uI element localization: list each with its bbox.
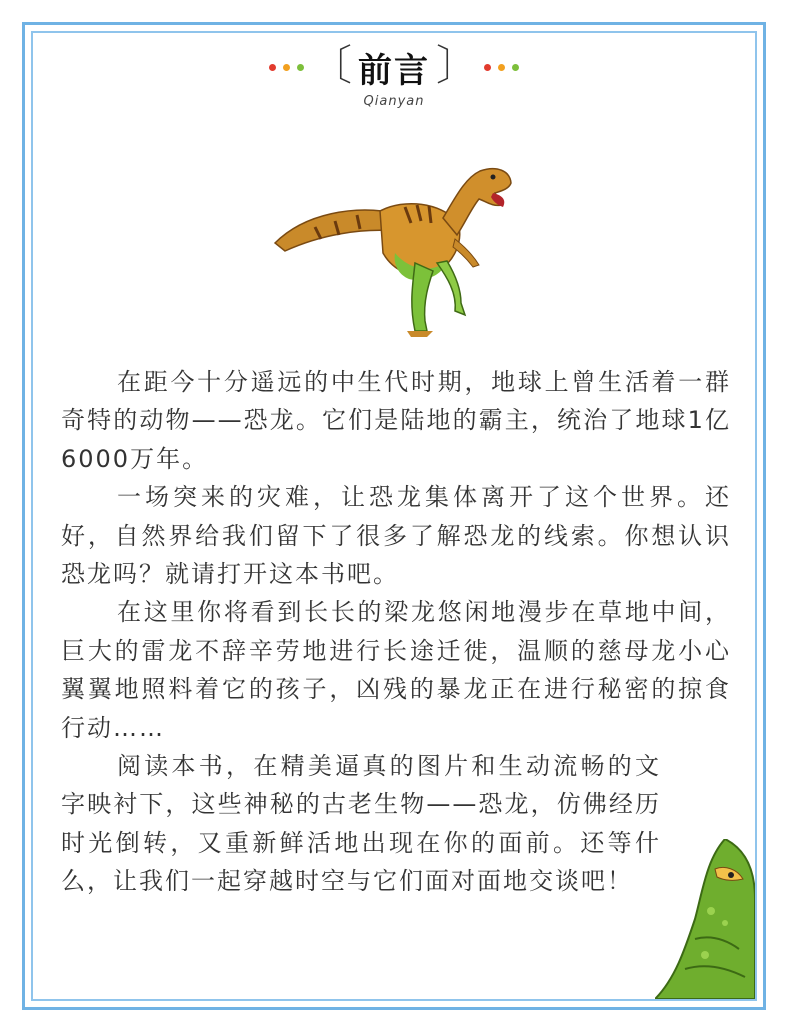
dinosaur-icon bbox=[265, 143, 515, 343]
right-bracket: 〕 bbox=[436, 40, 479, 90]
green-dot bbox=[512, 64, 519, 71]
page-frame bbox=[31, 31, 757, 1001]
paragraph-4: 阅读本书，在精美逼真的图片和生动流畅的文字映衬下，这些神秘的古老生物——恐龙，仿佛经历时光倒转，又重新鲜活地出现在你的面前。还等什么，让我们一起穿越时空与它们面对面地交谈吧！ bbox=[61, 752, 661, 896]
red-dot bbox=[269, 64, 276, 71]
page-subtitle: Qianyan bbox=[363, 94, 425, 109]
right-dots bbox=[484, 64, 519, 71]
orange-dot bbox=[498, 64, 505, 71]
left-dots bbox=[269, 64, 304, 71]
green-dot bbox=[297, 64, 304, 71]
page-title: 前言 bbox=[358, 51, 430, 91]
page-header bbox=[33, 40, 755, 109]
orange-dot bbox=[283, 64, 290, 71]
paragraph-1: 在距今十分遥远的中生代时期，地球上曾生活着一群奇特的动物——恐龙。它们是陆地的霸主，统治了地球1亿6000万年。 bbox=[61, 368, 731, 473]
paragraph-2: 一场突来的灾难，让恐龙集体离开了这个世界。还好，自然界给我们留下了很多了解恐龙的线索。你想认识恐龙吗？就请打开这本书吧。 bbox=[61, 483, 731, 589]
green-dinosaur-head-icon bbox=[655, 839, 755, 999]
title-row bbox=[33, 40, 755, 92]
preface-body bbox=[61, 363, 731, 901]
left-bracket: 〔 bbox=[309, 40, 352, 90]
paragraph-3: 在这里你将看到长长的梁龙悠闲地漫步在草地中间，巨大的雷龙不辞辛劳地进行长途迁徙，温顺的慈母龙小心翼翼地照料着它的孩子，凶残的暴龙正在进行秘密的掠食行动…… bbox=[61, 598, 731, 742]
red-dot bbox=[484, 64, 491, 71]
